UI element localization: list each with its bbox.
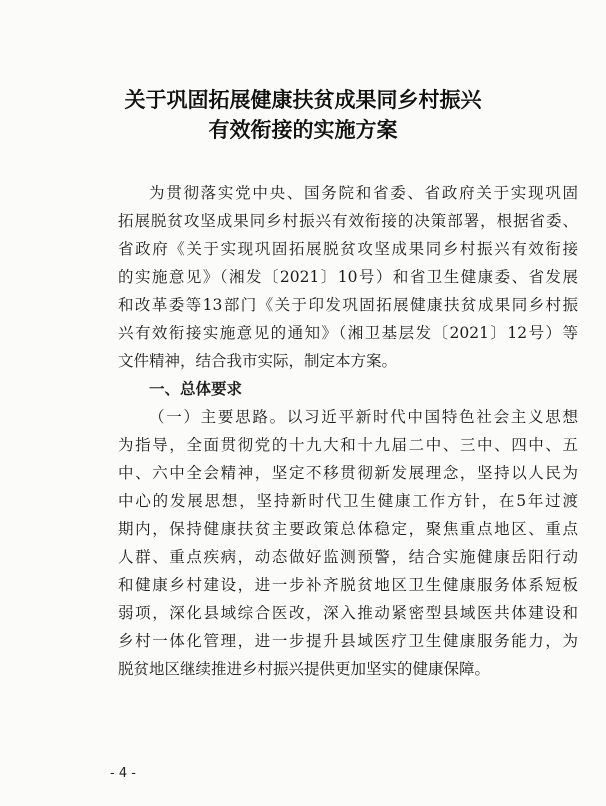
section-heading: 一、总体要求 — [149, 380, 243, 398]
section-line-6: 人群、重点疾病，动态做好监测预警，结合实施健康岳阳行动 — [118, 548, 578, 566]
section-line-3: 中、六中全会精神，坚定不移贯彻新发展理念，坚持以人民为 — [118, 464, 578, 482]
intro-line-2: 拓展脱贫攻坚成果同乡村振兴有效衔接的决策部署，根据省委、 — [118, 212, 578, 230]
section-line-1: （一）主要思路。以习近平新时代中国特色社会主义思想 — [149, 408, 578, 426]
document-title-line-1: 关于巩固拓展健康扶贫成果同乡村振兴 — [124, 88, 482, 112]
intro-line-3: 省政府《关于实现巩固拓展脱贫攻坚成果同乡村振兴有效衔接 — [118, 240, 578, 258]
intro-line-5: 和改革委等13部门《关于印发巩固拓展健康扶贫成果同乡村振 — [118, 296, 578, 314]
page-number: - 4 - — [110, 766, 136, 781]
intro-line-6: 兴有效衔接实施意见的通知》（湘卫基层发〔2021〕12号）等 — [118, 324, 578, 342]
section-line-9: 乡村一体化管理，进一步提升县域医疗卫生健康服务能力，为 — [118, 632, 578, 650]
document-title-line-2: 有效衔接的实施方案 — [208, 118, 398, 142]
intro-line-1: 为贯彻落实党中央、国务院和省委、省政府关于实现巩固 — [149, 184, 578, 202]
intro-line-7: 文件精神，结合我市实际，制定本方案。 — [118, 352, 398, 370]
section-line-4: 中心的发展思想，坚持新时代卫生健康工作方针，在5年过渡 — [118, 492, 578, 510]
section-line-10: 脱贫地区继续推进乡村振兴提供更加坚实的健康保障。 — [118, 660, 491, 678]
section-line-2: 为指导，全面贯彻党的十九大和十九届二中、三中、四中、五 — [118, 436, 578, 454]
section-line-5: 期内，保持健康扶贫主要政策总体稳定，聚焦重点地区、重点 — [118, 520, 578, 538]
section-line-8: 弱项，深化县域综合医改，深入推动紧密型县域医共体建设和 — [118, 604, 578, 622]
intro-line-4: 的实施意见》（湘发〔2021〕10号）和省卫生健康委、省发展 — [118, 268, 578, 286]
section-line-7: 和健康乡村建设，进一步补齐脱贫地区卫生健康服务体系短板 — [118, 576, 578, 594]
